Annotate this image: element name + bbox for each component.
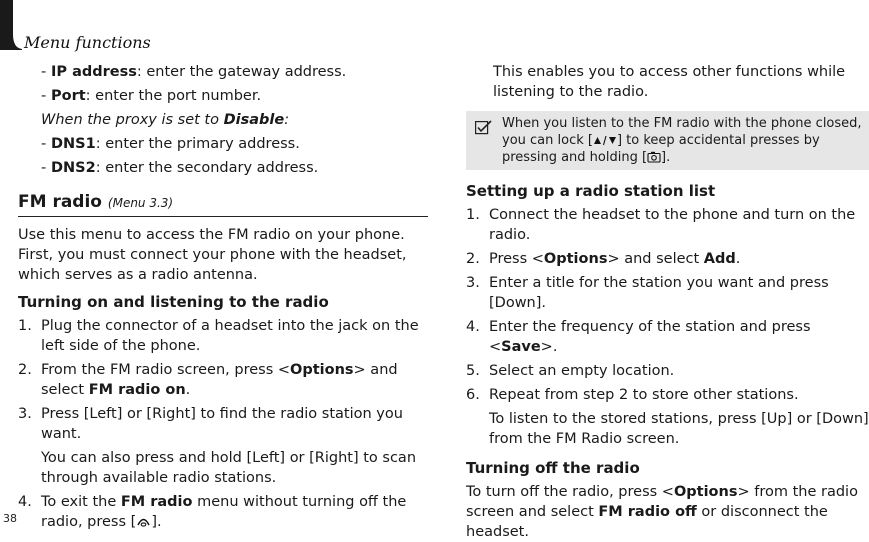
page-title: Menu functions (24, 33, 151, 52)
list-item: 3. Press [Left] or [Right] to find the radio station you want. (18, 406, 403, 442)
header-bar-shape (0, 0, 22, 50)
list-item: 4. To exit the FM radio menu without turning off the radio, press [ ]. (18, 494, 407, 530)
up-down-volume-icon (593, 135, 617, 146)
right-column (466, 62, 869, 542)
port-item: - Port: enter the port number. (41, 88, 262, 104)
list-item: 2. From the FM radio screen, press <Options> and select FM radio on. (18, 362, 398, 398)
note-box: When you listen to the FM radio with the phone closed, you can lock [ ] to keep accidental presses by pressing and holding [ ]. (466, 111, 869, 170)
subheading-turning-off: Turning off the radio (466, 459, 640, 477)
end-key-icon (136, 515, 151, 528)
right-intro: This enables you to access other functions while listening to the radio. (493, 64, 846, 100)
subheading-station-list: Setting up a radio station list (466, 182, 716, 200)
gateway-item: - IP address: enter the gateway address. (41, 64, 347, 80)
step-note: To listen to the stored stations, press [Up] or [Down] from the FM Radio screen. (489, 411, 869, 447)
station-list-steps (466, 205, 869, 405)
camera-key-icon (647, 151, 661, 163)
listening-steps (18, 316, 428, 444)
note-check-icon (475, 120, 492, 135)
listening-steps-continued (18, 492, 428, 532)
list-item: 2. Press <Options> and select Add. (466, 251, 741, 267)
left-column (18, 62, 428, 536)
list-item: 6. Repeat from step 2 to store other stations. (466, 387, 799, 403)
list-item: 3. Enter a title for the station you want and press [Down]. (466, 275, 829, 311)
fm-radio-intro: Use this menu to access the FM radio on your phone. First, you must connect your phone with the headset, which serves as a radio antenna. (18, 227, 407, 283)
step-note: You can also press and hold [Left] or [Right] to scan through available radio stations. (41, 450, 417, 486)
proxy-disable-line: When the proxy is set to Disable: (41, 112, 290, 128)
section-heading-fm-radio: FM radio (Menu 3.3) (18, 192, 428, 217)
list-item: 1. Connect the headset to the phone and turn on the radio. (466, 207, 856, 243)
dns1-item: - DNS1: enter the primary address. (41, 136, 300, 152)
turning-off-text: To turn off the radio, press <Options> from the radio screen and select FM radio off or disconnect the headset. (466, 484, 858, 540)
list-item: 5. Select an empty location. (466, 363, 675, 379)
subheading-listening: Turning on and listening to the radio (18, 293, 329, 311)
page-number: 38 (3, 512, 17, 525)
dns2-item: - DNS2: enter the secondary address. (41, 160, 319, 176)
list-item: 4. Enter the frequency of the station and press <Save>. (466, 319, 811, 355)
list-item: 1. Plug the connector of a headset into the jack on the left side of the phone. (18, 318, 419, 354)
